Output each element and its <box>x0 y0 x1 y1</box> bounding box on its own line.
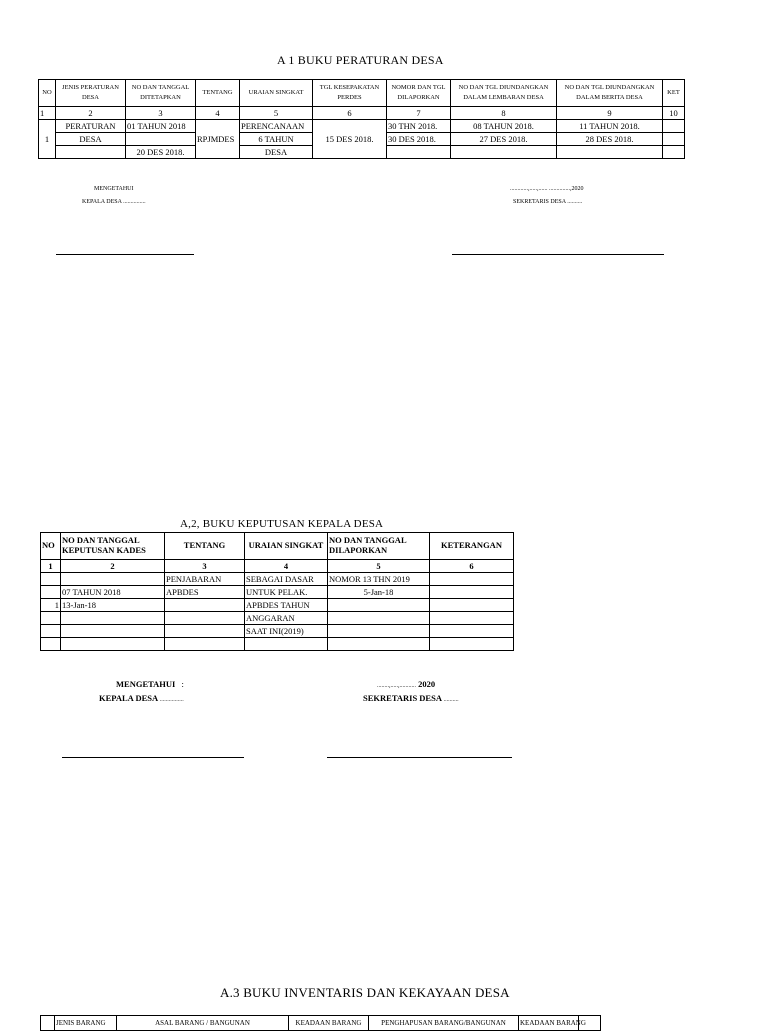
col-header-penghapusan: PENGHAPUSAN BARANG/BANGUNAN <box>369 1016 519 1031</box>
col-header-keterangan: KETERANGAN <box>430 533 514 560</box>
table-row <box>41 573 514 586</box>
cell-berita <box>557 146 663 159</box>
sign2-right-row2 <box>363 693 459 703</box>
table-row <box>41 612 514 625</box>
col-header-keputusan: NO DAN TANGGAL KEPUTUSAN KADES <box>61 533 165 560</box>
sign2-dots-left: ................ <box>159 697 184 703</box>
col-number: 2 <box>61 560 165 573</box>
col-header-no: NO <box>41 533 61 560</box>
col-header-keadaan-barang-2: KEADAAN BARANG <box>519 1016 579 1031</box>
col-header-no: NO <box>39 80 56 107</box>
cell-uraian <box>245 638 328 651</box>
cell-ditetapkan: 20 DES 2018. <box>126 146 196 159</box>
peraturan-desa-table <box>38 79 685 159</box>
cell-dilaporkan <box>328 625 430 638</box>
col-number: 10 <box>663 107 685 120</box>
cell-dilaporkan <box>328 599 430 612</box>
col-number: 1 <box>39 107 56 120</box>
col-number: 3 <box>165 560 245 573</box>
cell-no <box>41 638 61 651</box>
col-number: 5 <box>240 107 313 120</box>
cell-dilaporkan <box>387 146 451 159</box>
cell-ditetapkan: 01 TAHUN 2018 <box>126 120 196 133</box>
sign2-year: 2020 <box>418 679 436 689</box>
doc3-title: A.3 BUKU INVENTARIS DAN KEKAYAAN DESA <box>220 985 510 1000</box>
cell-ket <box>663 146 685 159</box>
cell-no <box>41 612 61 625</box>
cell-uraian: SEBAGAI DASAR <box>245 573 328 586</box>
cell-jenis: PERATURAN <box>56 120 126 133</box>
table-row <box>41 625 514 638</box>
cell-ket <box>663 120 685 133</box>
cell-uraian: PERENCANAAN <box>240 120 313 133</box>
cell-jenis <box>56 146 126 159</box>
cell-no <box>41 573 61 586</box>
doc2-title: A,2, BUKU KEPUTUSAN KEPALA DESA <box>180 518 384 530</box>
cell-ditetapkan <box>126 133 196 146</box>
signature-line-left <box>62 757 244 758</box>
cell-keterangan <box>430 573 514 586</box>
cell-keputusan <box>61 612 165 625</box>
sign-right-date: ............,.....,...... ..............,2020 <box>510 186 584 192</box>
sign2-mengetahui: MENGETAHUI <box>116 679 176 689</box>
cell-keterangan <box>430 638 514 651</box>
col-number: 6 <box>313 107 387 120</box>
doc1-title: A 1 BUKU PERATURAN DESA <box>277 53 444 67</box>
cell-lembaran: 08 TAHUN 2018. <box>451 120 557 133</box>
cell-uraian: UNTUK PELAK. <box>245 586 328 599</box>
cell-uraian: DESA <box>240 146 313 159</box>
cell-tentang: APBDES <box>165 586 245 599</box>
col-number: 8 <box>451 107 557 120</box>
signature-line-right <box>452 254 664 255</box>
cell-dilaporkan: NOMOR 13 THN 2019 <box>328 573 430 586</box>
col-header-no <box>41 1016 55 1031</box>
col-header-tentang: TENTANG <box>165 533 245 560</box>
cell-keputusan: 07 TAHUN 2018 <box>61 586 165 599</box>
col-header-tentang: TENTANG <box>196 80 240 107</box>
cell-tentang <box>165 612 245 625</box>
col-header-jenis: JENIS PERATURAN DESA <box>56 80 126 107</box>
sign2-left-row1 <box>116 679 184 689</box>
sign-right-sekretaris: SEKRETARIS DESA .......... <box>513 199 583 205</box>
cell-kesepakatan: 15 DES 2018. <box>313 120 387 159</box>
cell-dilaporkan <box>328 612 430 625</box>
col-number: 5 <box>328 560 430 573</box>
col-header-berita: NO DAN TGL DIUNDANGKAN DALAM BERITA DESA <box>557 80 663 107</box>
cell-tentang <box>165 625 245 638</box>
cell-keterangan <box>430 586 514 599</box>
table-row <box>41 599 514 612</box>
signature-line-right <box>327 757 512 758</box>
cell-no: 1 <box>39 120 56 159</box>
sign2-right-row1 <box>377 679 435 689</box>
sign-left-mengetahui: MENGETAHUI <box>94 186 134 192</box>
cell-tentang: PENJABARAN <box>165 573 245 586</box>
col-number: 6 <box>430 560 514 573</box>
sign2-kepala-desa: KEPALA DESA <box>99 693 158 703</box>
sign-left-kepala-desa: KEPALA DESA ............... <box>82 199 146 205</box>
col-number: 3 <box>126 107 196 120</box>
cell-keputusan <box>61 638 165 651</box>
col-number: 1 <box>41 560 61 573</box>
sign2-dots-right: .......... <box>443 697 459 703</box>
cell-ket <box>663 133 685 146</box>
col-header-dilaporkan: NO DAN TANGGAL DILAPORKAN <box>328 533 430 560</box>
col-number: 4 <box>196 107 240 120</box>
col-number: 4 <box>245 560 328 573</box>
cell-jenis: DESA <box>56 133 126 146</box>
cell-tentang <box>165 599 245 612</box>
cell-uraian: ANGGARAN <box>245 612 328 625</box>
sign2-colon: : <box>181 679 184 689</box>
table-header-row <box>41 1016 601 1031</box>
sign2-sekretaris: SEKRETARIS DESA <box>363 693 442 703</box>
cell-dilaporkan: 30 THN 2018. <box>387 120 451 133</box>
keputusan-kades-table <box>40 532 514 651</box>
cell-keterangan <box>430 599 514 612</box>
cell-uraian: 6 TAHUN <box>240 133 313 146</box>
cell-no <box>41 586 61 599</box>
col-number: 2 <box>56 107 126 120</box>
table-header-row <box>39 80 685 107</box>
cell-keputusan <box>61 625 165 638</box>
cell-uraian: APBDES TAHUN <box>245 599 328 612</box>
col-header-keadaan-barang: KEADAAN BARANG <box>289 1016 369 1031</box>
column-number-row <box>39 107 685 120</box>
table-header-row <box>41 533 514 560</box>
cell-dilaporkan <box>328 638 430 651</box>
cell-no <box>41 625 61 638</box>
col-header-asal-barang: ASAL BARANG / BANGUNAN <box>117 1016 289 1031</box>
sign2-date-dots: ........,.....,........... <box>377 683 416 689</box>
cell-lembaran: 27 DES 2018. <box>451 133 557 146</box>
table-row <box>41 586 514 599</box>
col-header-jenis-barang: JENIS BARANG <box>55 1016 117 1031</box>
signature-line-left <box>56 254 194 255</box>
col-header-dilaporkan: NOMOR DAN TGL DILAPORKAN <box>387 80 451 107</box>
cell-dilaporkan: 5-Jan-18 <box>328 586 430 599</box>
table-row <box>39 120 685 133</box>
col-number: 9 <box>557 107 663 120</box>
cell-no: 1 <box>41 599 61 612</box>
cell-keputusan: 13-Jan-18 <box>61 599 165 612</box>
col-header-uraian: URAIAN SINGKAT <box>245 533 328 560</box>
col-header-lembaran: NO DAN TGL DIUNDANGKAN DALAM LEMBARAN DESA <box>451 80 557 107</box>
col-header-kesepakatan: TGL KESEPAKATAN PERDES <box>313 80 387 107</box>
cell-berita: 28 DES 2018. <box>557 133 663 146</box>
cell-dilaporkan: 30 DES 2018. <box>387 133 451 146</box>
cell-uraian: SAAT INI(2019) <box>245 625 328 638</box>
column-number-row <box>41 560 514 573</box>
cell-berita: 11 TAHUN 2018. <box>557 120 663 133</box>
sign2-left-row2 <box>99 693 184 703</box>
cell-keterangan <box>430 612 514 625</box>
col-header-ket: KET <box>663 80 685 107</box>
cell-lembaran <box>451 146 557 159</box>
col-number: 7 <box>387 107 451 120</box>
cell-keterangan <box>430 625 514 638</box>
col-header-uraian: URAIAN SINGKAT <box>240 80 313 107</box>
inventaris-table <box>40 1015 601 1031</box>
table-row <box>41 638 514 651</box>
cell-tentang: RPJMDES <box>196 120 240 159</box>
cell-keputusan <box>61 573 165 586</box>
col-header-ditetapkan: NO DAN TANGGAL DITETAPKAN <box>126 80 196 107</box>
cell-tentang <box>165 638 245 651</box>
